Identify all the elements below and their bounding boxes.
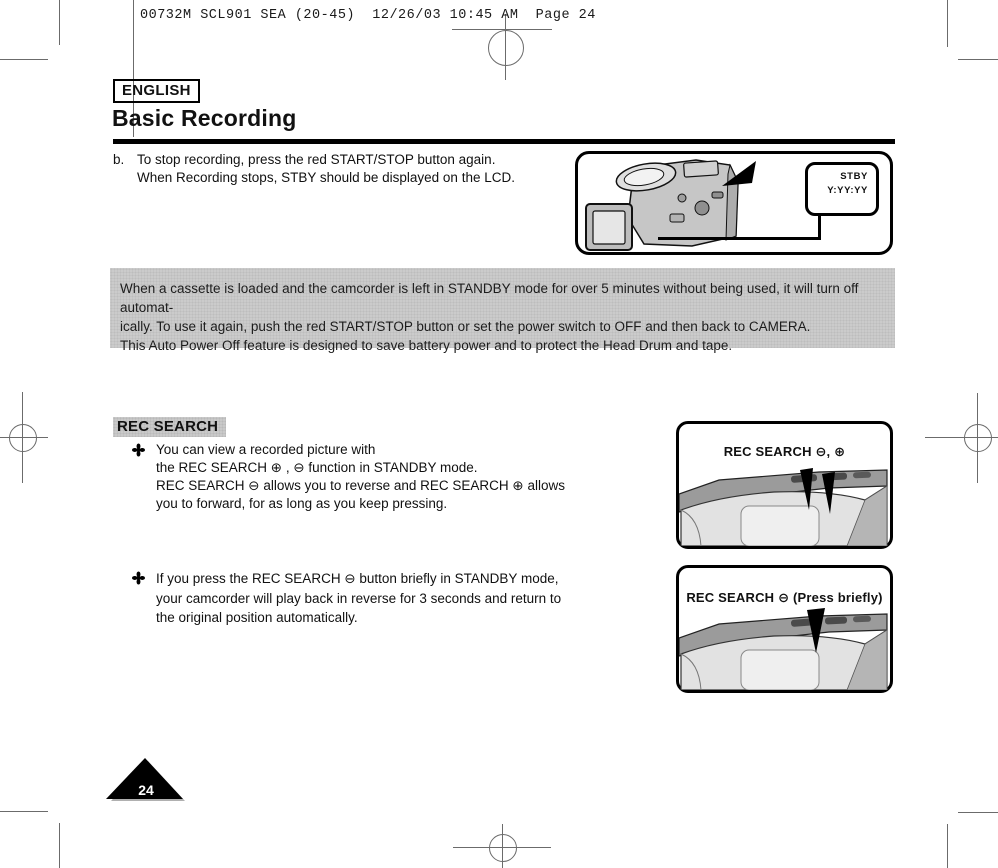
figure-rec-search-briefly-label: REC SEARCH ⊖ (Press briefly) <box>686 590 883 605</box>
step-b-line-2: When Recording stops, STBY should be displayed on the LCD. <box>137 170 515 185</box>
bullet-1-line-4: you to forward, for as long as you keep pressing. <box>156 496 448 511</box>
rec-search-heading: REC SEARCH <box>113 417 226 437</box>
step-b-line-1: To stop recording, press the red START/STOP button again. <box>137 152 496 167</box>
clover-bullet-icon <box>132 569 156 628</box>
auto-power-off-notice <box>110 268 895 353</box>
notice-line-3: This Auto Power Off feature is designed to save battery power and to protect the Head Drum and tape. <box>120 338 733 353</box>
clover-bullet-icon <box>132 441 156 513</box>
callout-line-horizontal <box>658 237 821 240</box>
notice-line-1: When a cassette is loaded and the camcorder is left in STANDBY mode for over 5 minutes without being used, it will turn off automat- <box>120 281 859 315</box>
page-title: Basic Recording <box>112 105 297 131</box>
print-job-header: 00732M SCL901 SEA (20-45) 12/26/03 10:45 AM Page 24 <box>140 8 596 23</box>
rec-search-bullet-1 <box>132 441 565 513</box>
camcorder-top-view-illustration <box>679 424 890 546</box>
registration-bottom-circle <box>489 834 517 862</box>
bullet-2-line-3: the original position automatically. <box>156 610 358 625</box>
crop-mark-bottom-right-vertical <box>947 824 948 868</box>
title-rule <box>113 139 895 144</box>
lcd-osd-callout <box>805 162 879 216</box>
rec-search-bullet-2 <box>132 569 561 628</box>
rec-search-bullet-2-text <box>156 569 561 628</box>
crop-mark-bottom-left-vertical <box>59 823 60 868</box>
bullet-2-line-2: your camcorder will play back in reverse for 3 seconds and return to <box>156 590 562 606</box>
crop-mark-top-right-vertical <box>947 0 948 47</box>
registration-left-circle <box>9 424 37 452</box>
registration-right-circle <box>964 424 992 452</box>
step-b-text <box>137 151 515 187</box>
figure-rec-search-briefly <box>676 565 893 693</box>
bullet-1-line-2: the REC SEARCH ⊕ , ⊖ function in STANDBY mode. <box>156 460 478 475</box>
rec-search-bullet-1-text <box>156 441 565 513</box>
figure-rec-search-buttons <box>676 421 893 549</box>
camcorder-top-view-illustration <box>679 568 890 690</box>
step-b-paragraph <box>113 151 515 187</box>
crop-mark-top-left-vertical <box>59 0 60 45</box>
step-b-marker: b. <box>113 152 125 167</box>
bullet-2-line-1: If you press the REC SEARCH ⊖ button briefly in STANDBY mode, <box>156 571 559 586</box>
crop-mark-bottom-right-horizontal <box>958 812 998 813</box>
figure-rec-search-label: REC SEARCH ⊖, ⊕ <box>723 444 846 459</box>
notice-line-2: ically. To use it again, push the red START/STOP button or set the power switch to OFF and then back to CAMERA. <box>120 319 811 334</box>
crop-mark-top-left-horizontal <box>0 59 48 60</box>
osd-stby-text: STBY <box>840 171 868 182</box>
page-number-marker <box>103 756 187 803</box>
registration-top-circle <box>488 30 524 66</box>
page-number-text: 24 <box>138 782 154 798</box>
osd-counter-text: Y:YY:YY <box>827 185 868 196</box>
callout-line-vertical <box>818 216 821 239</box>
crop-mark-top-right-horizontal <box>958 59 998 60</box>
bullet-1-line-1: You can view a recorded picture with <box>156 442 376 457</box>
bullet-1-line-3: REC SEARCH ⊖ allows you to reverse and REC SEARCH ⊕ allows <box>156 478 566 493</box>
figure-standby-display <box>575 151 893 255</box>
language-label: ENGLISH <box>113 79 200 103</box>
crop-mark-bottom-left-horizontal <box>0 811 48 812</box>
